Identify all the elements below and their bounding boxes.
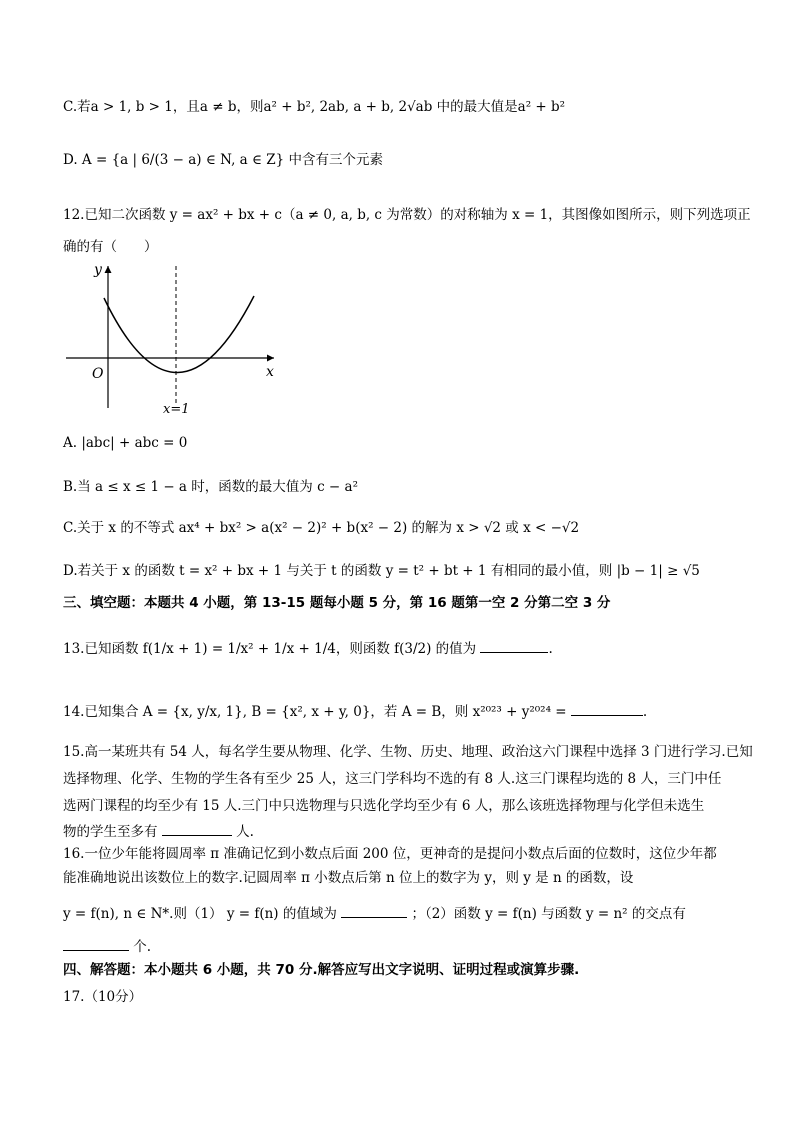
question-15-line3: 选两门课程的均至少有 15 人.三门中只选物理与只选化学均至少有 6 人，那么该班选择物理与化学但未选生 — [63, 798, 705, 814]
option-d-11: D. A = {a | 6/(3 − a) ∈ N, a ∈ Z} 中含有三个元素 — [63, 152, 384, 168]
question-16-line2: 能准确地说出该数位上的数字.记圆周率 π 小数点后第 n 位上的数字为 y，则 y 是 n 的函数，设 — [63, 870, 634, 886]
question-16-line4 — [63, 936, 151, 956]
answer-blank-16-2[interactable] — [63, 936, 129, 951]
answer-blank-14[interactable] — [571, 701, 643, 716]
question-12-line1: 12.已知二次函数 y = ax² + bx + c（a ≠ 0, a, b, c 为常数）的对称轴为 x = 1，其图像如图所示，则下列选项正 — [63, 207, 751, 223]
question-15-line4 — [63, 821, 254, 841]
answer-blank-13[interactable] — [480, 638, 548, 653]
question-15-unit: 人. — [236, 824, 254, 840]
question-13-text: 13.已知函数 f(1/x + 1) = 1/x² + 1/x + 1/4，则函数 f(3/2) 的值为 — [63, 641, 477, 657]
answer-blank-16-1[interactable] — [341, 903, 407, 918]
answer-blank-15[interactable] — [162, 821, 232, 836]
question-16-line1: 16.一位少年能将圆周率 π 准确记忆到小数点后面 200 位，更神奇的是提问小数点后面的位数时，这位少年都 — [63, 846, 717, 862]
question-15-line1: 15.高一某班共有 54 人，每名学生要从物理、化学、生物、历史、地理、政治这六门课程中选择 3 门进行学习.已知 — [63, 744, 753, 760]
option-a-12: A. |abc| + abc = 0 — [63, 435, 188, 451]
section-4-heading: 四、解答题：本小题共 6 小题，共 70 分.解答应写出文字说明、证明过程或演算步骤. — [63, 962, 580, 978]
parabola-graph — [62, 258, 282, 418]
question-15-text: 物的学生至多有 — [63, 824, 158, 840]
option-c-12: C.关于 x 的不等式 ax⁴ + bx² > a(x² − 2)² + b(x² − 2) 的解为 x > √2 或 x < −√2 — [63, 520, 580, 536]
question-16-text-b: ；（2）函数 y = f(n) 与函数 y = n² 的交点有 — [411, 906, 686, 922]
symmetry-axis-label: x=1 — [163, 402, 190, 417]
option-c-11: C.若a > 1, b > 1，且a ≠ b，则a² + b², 2ab, a + b, 2√ab 中的最大值是a² + b² — [63, 99, 566, 115]
question-16-line3 — [63, 903, 686, 923]
question-16-text-a: y = f(n), n ∈ N*.则（1） y = f(n) 的值域为 — [63, 906, 337, 922]
question-12-line2: 确的有（ ） — [63, 239, 158, 255]
y-axis-label: y — [94, 262, 102, 278]
section-3-heading: 三、填空题：本题共 4 小题，第 13-15 题每小题 5 分，第 16 题第一空 2 分第二空 3 分 — [63, 595, 611, 611]
origin-label: O — [92, 366, 104, 382]
question-15-line2: 选择物理、化学、生物的学生各有至少 25 人，这三门学科均不选的有 8 人.这三门课程均选的 8 人，三门中任 — [63, 771, 722, 787]
option-d-12: D.若关于 x 的函数 t = x² + bx + 1 与关于 t 的函数 y = t² + bt + 1 有相同的最小值，则 |b − 1| ≥ √5 — [63, 563, 700, 579]
x-axis-label: x — [266, 364, 274, 380]
question-13: 13.已知函数 f(1/x + 1) = 1/x² + 1/x + 1/4，则函数 f(3/2) 的值为 . — [63, 638, 553, 658]
question-14: 14.已知集合 A = {x, y/x, 1}, B = {x², x + y, 0}，若 A = B，则 x²⁰²³ + y²⁰²⁴ = . — [63, 701, 647, 721]
option-b-12: B.当 a ≤ x ≤ 1 − a 时，函数的最大值为 c − a² — [63, 479, 358, 495]
question-14-text: 14.已知集合 A = {x, y/x, 1}, B = {x², x + y, 0}，若 A = B，则 x²⁰²³ + y²⁰²⁴ = — [63, 704, 567, 720]
parabola-curve — [104, 296, 254, 373]
question-17-heading: 17.（10分） — [63, 989, 143, 1005]
question-16-unit: 个. — [133, 939, 152, 955]
